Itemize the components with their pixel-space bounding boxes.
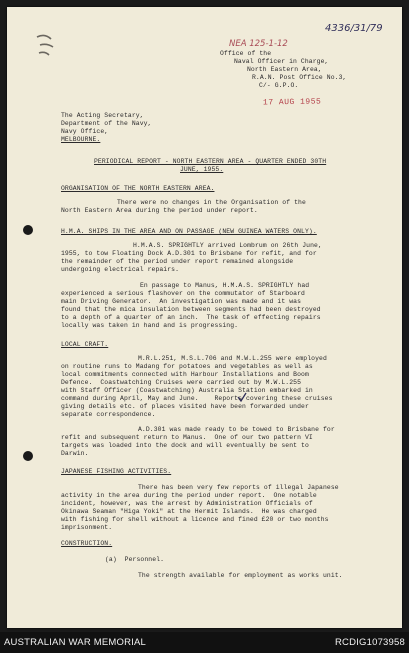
paragraph-line: A.D.301 was made ready to be towed to Brisbane for	[138, 426, 335, 433]
office-line: Naval Officer in Charge,	[234, 58, 329, 65]
paragraph-line: activity in the area during the period under report. One notable	[61, 492, 317, 499]
paragraph-line: undergoing electrical repairs.	[61, 266, 180, 273]
office-line: C/- G.P.O.	[259, 82, 299, 89]
pen-tick-mark	[236, 391, 248, 403]
paragraph-line: Defence. Coastwatching Cruises were carried out by M.W.L.255	[61, 379, 302, 386]
paragraph-line: M.R.L.251, M.S.L.706 and M.W.L.255 were employed	[138, 355, 327, 362]
report-title: PERIODICAL REPORT - NORTH EASTERN AREA - QUARTER ENDED 30TH	[94, 158, 327, 165]
paragraph-line: There has been very few reports of illegal Japanese	[138, 484, 339, 491]
punch-hole	[23, 451, 33, 461]
paragraph-line: with Staff Officer (Coastwatching) Australia Station embarked in	[61, 387, 313, 394]
paragraph-line: experienced a serious flashover on the commutator of Starboard	[61, 290, 305, 297]
addressee-line: The Acting Secretary,	[61, 112, 144, 119]
archive-record-id: RCDIG1073958	[335, 637, 405, 648]
paragraph-line: H.M.A.S. SPRIGHTLY arrived Lombrum on 26th June,	[133, 242, 322, 249]
handwritten-file-number: NEA 125-1-12	[229, 39, 288, 49]
sub-heading: (a) Personnel.	[105, 556, 165, 563]
paragraph-line: on routine runs to Madang for potatoes and vegetables as well as	[61, 363, 313, 370]
office-line: Office of the	[220, 50, 272, 57]
paragraph-line: the remainder of the period under report remained alongside	[61, 258, 294, 265]
paragraph-line: 1955, to tow Floating Dock A.D.301 to Brisbane for refit, and for	[61, 250, 317, 257]
section-heading: CONSTRUCTION.	[61, 540, 113, 547]
paragraph-line: main Driving Generator. An investigation was made and it was	[61, 298, 302, 305]
paragraph-line: En passage to Manus, H.M.A.S. SPRIGHTLY had	[140, 282, 310, 289]
paragraph-line: North Eastern Area during the period under report.	[61, 207, 258, 214]
document-page	[7, 7, 402, 628]
office-line: R.A.N. Post Office No.3,	[252, 74, 347, 81]
paragraph-line: locally was taken in hand and is progressing.	[61, 322, 239, 329]
paragraph-line: to a depth of a quarter of an inch. The task of effecting repairs	[61, 314, 321, 321]
paragraph-line: The strength available for employment as works unit.	[138, 572, 343, 579]
paper-clip-mark	[31, 31, 61, 61]
punch-hole	[23, 225, 33, 235]
paragraph-line: local commitments connected with Harbour Installations and Boom	[61, 371, 309, 378]
paragraph-line: imprisonment.	[61, 524, 113, 531]
archive-name: AUSTRALIAN WAR MEMORIAL	[4, 637, 147, 648]
section-heading: ORGANISATION OF THE NORTH EASTERN AREA.	[61, 185, 215, 192]
addressee-line: Department of the Navy,	[61, 120, 152, 127]
paragraph-line: command during April, May and June. Reports covering these cruises	[61, 395, 333, 402]
paragraph-line: with fishing for shell without a licence and fined £20 or two months	[61, 516, 329, 523]
received-date-stamp: 17 AUG 1955	[262, 97, 322, 108]
handwritten-reference-number: 4336/31/79	[325, 23, 383, 34]
addressee-line: Navy Office,	[61, 128, 109, 135]
section-heading: H.M.A. SHIPS IN THE AREA AND ON PASSAGE (NEW GUINEA WATERS ONLY).	[61, 228, 317, 235]
office-line: North Eastern Area,	[247, 66, 322, 73]
paragraph-line: separate correspondence.	[61, 411, 156, 418]
paragraph-line: found that the mica insulation between segments had been destroyed	[61, 306, 321, 313]
paragraph-line: refit and subsequent return to Manus. One of our two pattern VI	[61, 434, 313, 441]
report-title: JUNE, 1955.	[180, 166, 224, 173]
addressee-line: MELBOURNE.	[61, 136, 101, 143]
paragraph-line: incident, however, was the arrest by Administration Officials of	[61, 500, 313, 507]
paragraph-line: There were no changes in the Organisation of the	[117, 199, 306, 206]
paragraph-line: Darwin.	[61, 450, 89, 457]
archive-footer	[0, 632, 409, 653]
paragraph-line: giving details etc. of places visited have been forwarded under	[61, 403, 309, 410]
paragraph-line: Okinawa Seaman "Higa Yoki" at the Hermit Islands. He was charged	[61, 508, 317, 515]
section-heading: JAPANESE FISHING ACTIVITIES.	[61, 468, 172, 475]
section-heading: LOCAL CRAFT.	[61, 341, 109, 348]
paragraph-line: targets was loaded into the dock and will eventually be sent to	[61, 442, 309, 449]
